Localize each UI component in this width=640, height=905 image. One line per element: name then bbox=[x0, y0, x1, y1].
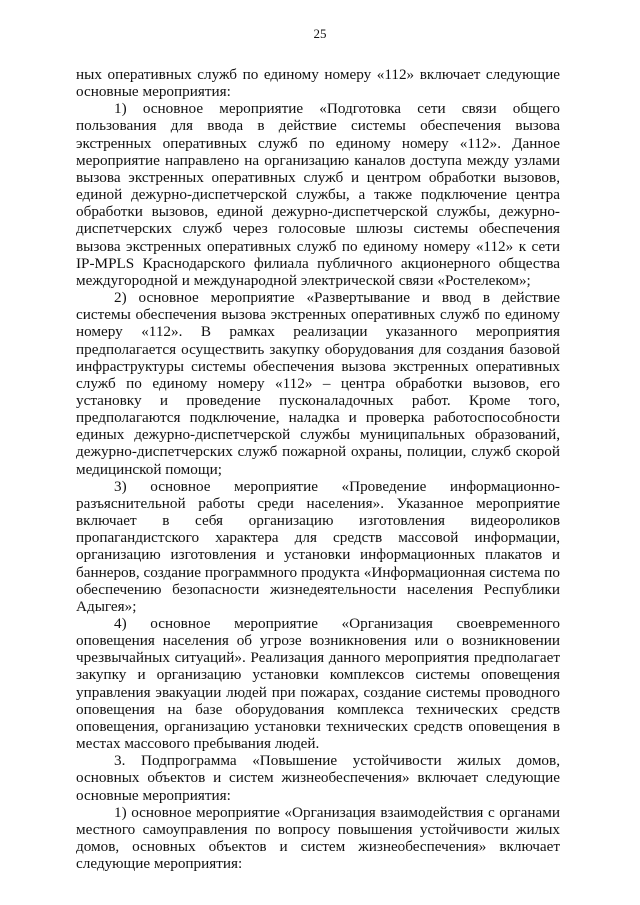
document-body bbox=[76, 66, 560, 872]
paragraph-item-4-population-alerting: 4) основное мероприятие «Организация своевременного оповещения населения об угрозе возникновения или о возникновении чрезвычайных ситуаций». Реализация данного мероприятия предполагает закупку и организацию установки комплексов системы оповещения управления эвакуации людей при пожарах, создание системы проводного оповещения на базе оборудования комплекса технических средств оповещения, организацию установки технических средств оповещения в местах массового пребывания людей. bbox=[76, 615, 560, 753]
page-number: 25 bbox=[313, 26, 327, 41]
paragraph-item-3-public-outreach: 3) основное мероприятие «Проведение информационно-разъяснительной работы среди населения». Указанное мероприятие включает в себя организацию изготовления видеороликов пропагандистского характера для средств массовой информации, организацию изготовления и установки информационных плакатов и баннеров, создание программного продукта «Информационная система по обеспечению безопасности жизнедеятельности населения Республики Адыгея»; bbox=[76, 477, 560, 615]
paragraph-item-1-network-preparation: 1) основное мероприятие «Подготовка сети связи общего пользования для ввода в действие системы обеспечения вызова экстренных оперативных служб по единому номеру «112». Данное мероприятие направлено на организацию каналов доступа между узлами вызова экстренных оперативных служб и центром обработки вызовов, единой дежурно-диспетчерской службы, а также подключение центра обработки вызовов, единой дежурно-диспетчерской службы, дежурно-диспетчерских служб через голосовые шлюзы системы обеспечения вызова экстренных оперативных служб по единому номеру «112» к сети IP-MPLS Краснодарского филиала публичного акционерного общества междугородной и международной электрической связи «Ростелеком»; bbox=[76, 100, 560, 289]
paragraph-item-2-system-deployment: 2) основное мероприятие «Развертывание и ввод в действие системы обеспечения вызова экстренных оперативных служб по единому номеру «112». В рамках реализации указанного мероприятия предполагается осуществить закупку оборудования для создания базовой инфраструктуры системы обеспечения вызова экстренных оперативных служб по единому номеру «112» – центра обработки вызовов, его установку и проведение пусконаладочных работ. Кроме того, предполагаются подключение, наладка и проверка работоспособности единых дежурно-диспетчерской службы муниципальных образований, дежурно-диспетчерских служб пожарной охраны, полиции, служб скорой медицинской помощи; bbox=[76, 289, 560, 478]
paragraph-continuation: ных оперативных служб по единому номеру «112» включает следующие основные мероприятия: bbox=[76, 66, 560, 101]
paragraph-subprogram-3-item-1: 1) основное мероприятие «Организация взаимодействия с органами местного самоуправления по вопросу повышения устойчивости жилых домов, основных объектов и систем жизнеобеспечения» включает следующие мероприятия: bbox=[76, 803, 560, 873]
paragraph-subprogram-3: 3. Подпрограмма «Повышение устойчивости жилых домов, основных объектов и систем жизнеобеспечения» включает следующие основные мероприятия: bbox=[76, 752, 560, 804]
